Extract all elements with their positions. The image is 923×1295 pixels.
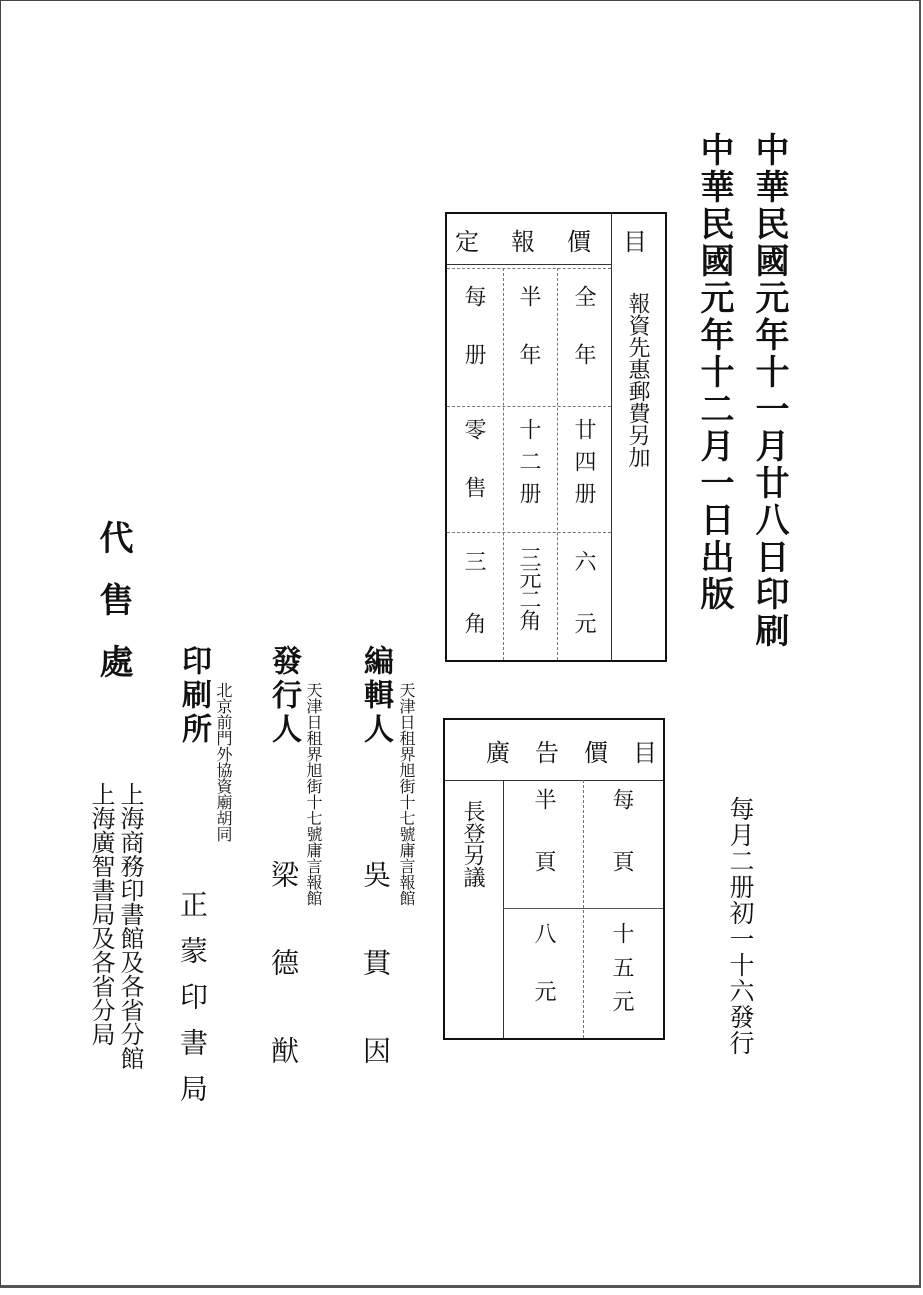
sub-issues-half-year: 十二册: [516, 418, 541, 514]
advertising-table-title: 廣告價目: [486, 739, 682, 767]
subscription-note: 報資先惠郵費另加: [625, 292, 650, 468]
publisher-role: 發行人: [266, 645, 301, 747]
ad-size-half-page: 半頁: [531, 788, 556, 912]
sub-price-full-year: 六元: [571, 550, 596, 674]
printer-address: 北京前門外協資廟胡同: [214, 682, 233, 842]
print-date: 中華民國元年十一月廿八日印刷: [749, 132, 789, 650]
ad-price-full-page: 十五元: [609, 922, 634, 1024]
ad-price-half-page: 八元: [531, 922, 556, 1038]
printer-name: 正蒙印書局: [176, 890, 209, 1120]
sub-issues-retail: 零售: [461, 418, 486, 534]
editor-role: 編輯人: [358, 645, 393, 747]
publication-frequency: 每月二册初一十六發行: [726, 796, 755, 1056]
sub-price-per-issue: 三角: [461, 550, 486, 674]
sub-term-full-year: 全年: [571, 285, 596, 401]
sub-issues-full-year: 廿四册: [571, 418, 596, 514]
editor-address: 天津日租界旭街十七號庸言報館: [397, 682, 416, 906]
sub-term-half-year: 半年: [516, 285, 541, 401]
sub-price-half-year: 三元二角: [516, 546, 541, 630]
sub-term-per-issue: 每册: [461, 285, 486, 401]
agent-guangzhi-books: 上海廣智書局及各省分局: [87, 782, 115, 1046]
agent-commercial-press: 上海商務印書館及各省分館: [116, 782, 144, 1070]
agents-title: 代售處: [93, 520, 133, 706]
subscription-table-title: 定報價目: [455, 228, 679, 256]
publisher-address: 天津日租界旭街十七號庸言報館: [304, 682, 323, 906]
printer-role: 印刷所: [176, 645, 211, 747]
ad-size-full-page: 每頁: [609, 788, 634, 912]
editor-name: 吳貫因: [359, 860, 392, 1124]
publish-date: 中華民國元年十二月一日出版: [694, 132, 734, 613]
publisher-name: 梁德猷: [267, 860, 300, 1124]
ad-note: 長登另議: [460, 800, 485, 888]
